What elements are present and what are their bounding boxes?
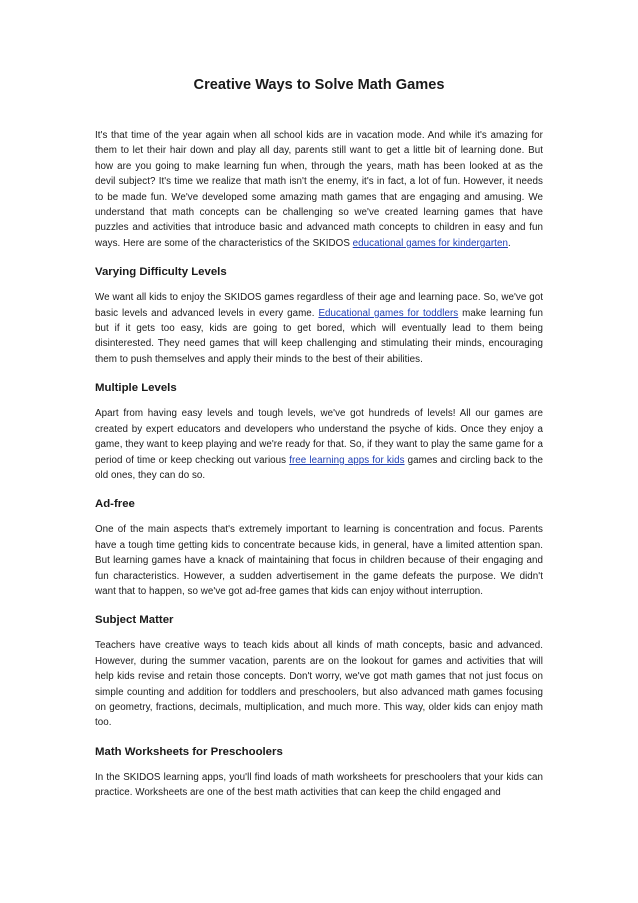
section-paragraph-math-worksheets: In the SKIDOS learning apps, you'll find loads of math worksheets for preschoolers that your kids can practice. Worksheets are one of the best math activities that can keep the child engaged and [95, 771, 543, 799]
document-page [95, 76, 543, 815]
intro-text: It's that time of the year again when all school kids are in vacation mode. And while it's amazing for them to let their hair down and play all day, parents still want to get a little bit of learning done. But how are you going to make learning fun when, through the years, math has been looked at as the devil subject? It's time we realize that math isn't the enemy, it's in fact, a lot of fun. However, it needs to be made fun. We've developed some amazing math games that are engaging and amusing. We understand that math concepts can be challenging so we've created learning games that have puzzles and activities that introduce basic and advanced math concepts to children in easy and fun ways. Here are some of the characteristics of the SKIDOS [95, 130, 543, 249]
section-heading-multiple-levels: Multiple Levels [95, 382, 177, 395]
section-heading-ad-free: Ad-free [95, 498, 135, 511]
section-paragraph-ad-free: One of the main aspects that's extremely important to learning is concentration and focus. Parents have a tough time getting kids to concentrate because kids, in general, have a limited attention span. But learning games have a knack of maintaining that focus in children because of their engaging and fun characteristics. However, a sudden advertisement in the game defeats the purpose. We didn't want that to happen, so we've got ad-free games that kids can enjoy without interruption. [95, 524, 543, 597]
intro-text-end: . [507, 237, 511, 249]
section-heading-subject-matter: Subject Matter [95, 614, 174, 627]
section-text: We want all kids to enjoy the SKIDOS games regardless of their age and learning pace. So, we've got basic levels and advanced levels in every game. [95, 292, 543, 319]
section-paragraph-subject-matter: Teachers have creative ways to teach kids about all kinds of math concepts, basic and advanced. However, during the summer vacation, parents are on the lookout for games and activities that will help kids revise and retain those concepts. Don't worry, we've got math games that not just focus on simple counting and addition for toddlers and preschoolers, but also advanced math games focusing on geometry, fractions, decimals, multiplication, and much more. This way, older kids can enjoy math too. [95, 640, 543, 729]
section-text-end: make learning fun but if it gets too easy, kids are going to get bored, which will eventually lead to them being disinterested. They need games that will keep challenging and stimulating their minds, encouraging them to push themselves and apply their minds to the best of their abilities. [95, 307, 543, 365]
section-heading-varying-difficulty: Varying Difficulty Levels [95, 266, 227, 279]
intro-paragraph [95, 128, 543, 251]
section-paragraph-multiple-levels [95, 406, 543, 483]
section-text-end: games and circling back to the old ones, they can do so. [95, 454, 543, 481]
document-title: Creative Ways to Solve Math Games [193, 77, 445, 93]
educational-games-toddlers-link[interactable]: Educational games for toddlers [318, 307, 459, 319]
section-heading-math-worksheets: Math Worksheets for Preschoolers [95, 745, 283, 758]
section-text: Apart from having easy levels and tough levels, we've got hundreds of levels! All our games are created by expert educators and developers who understand the psyche of kids. Once they enjoy a game, they want to keep playing and we're ready for that. So, if they want to play the same game for a period of time or keep checking out various [95, 408, 543, 466]
free-learning-apps-link[interactable]: free learning apps for kids [289, 454, 405, 466]
educational-games-kindergarten-link[interactable]: educational games for kindergarten [352, 237, 508, 249]
section-paragraph-varying-difficulty [95, 290, 543, 367]
